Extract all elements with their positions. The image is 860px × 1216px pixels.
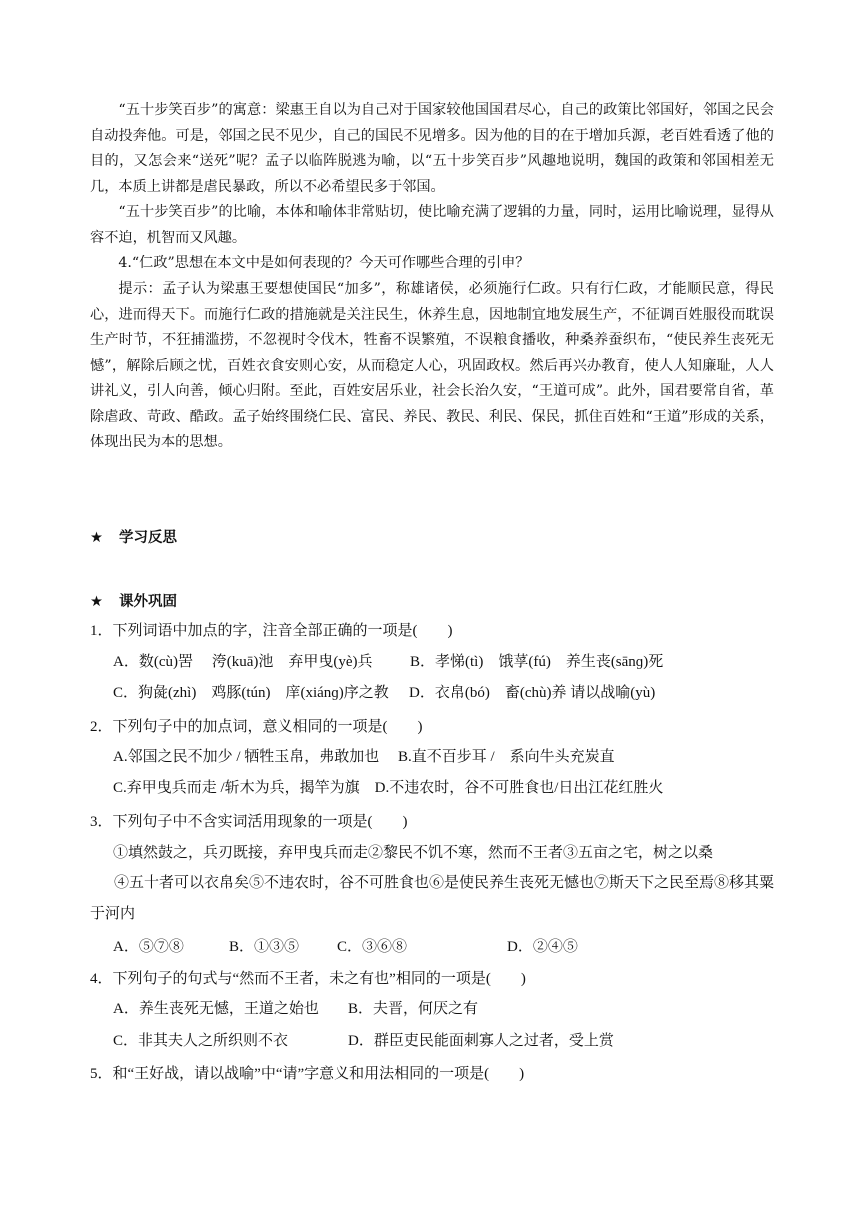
- question-3-option-c: C．③⑥⑧: [337, 939, 408, 955]
- question-1-option-c: C．狗彘(zhì) 鸡豚(tún) 庠(xiánɡ)序之教: [113, 685, 389, 701]
- question-2-options-cd: C.弃甲曳兵而走 /斩木为兵，揭竿为旗 D.不违农时，谷不可胜食也/日出江花红胜火: [113, 780, 664, 796]
- paragraph-metaphor: “五十步笑百步”的比喻，本体和喻体非常贴切，使比喻充满了逻辑的力量，同时，运用比喻说理，显得从容不迫，机智而又风趣。: [90, 204, 774, 246]
- section-heading-consolidation: [90, 590, 177, 611]
- question-1-stem: 1．下列词语中加点的字，注音全部正确的一项是( ): [90, 623, 453, 639]
- question-4-option-d: D．群臣吏民能面刺寡人之过者，受上赏: [348, 1033, 614, 1049]
- question-3-option-d: D．②④⑤: [507, 939, 578, 955]
- question-5-stem: 5．和“王好战，请以战喻”中“请”字意义和用法相同的一项是( ): [90, 1066, 525, 1082]
- section-title: 课外巩固: [119, 594, 177, 610]
- question-3-option-a: A．⑤⑦⑧: [113, 939, 184, 955]
- star-icon: ★: [90, 594, 103, 610]
- question-3-option-b: B．①③⑤: [229, 939, 300, 955]
- question-1-option-a: A．数(cù)罟 洿(kuā)池 弃甲曳(yè)兵: [113, 654, 373, 670]
- question-4-option-a: A．养生丧死无憾，王道之始也: [113, 1001, 319, 1017]
- section-title: 学习反思: [119, 530, 177, 546]
- question-1-option-d: D．衣帛(bó) 畜(chù)养 请以战喻(yù): [409, 685, 656, 701]
- paragraph-hint: 提示：孟子认为梁惠王要想使国民“加多”，称雄诸侯，必须施行仁政。只有行仁政，才能顺民意，得民心，进而得天下。而施行仁政的措施就是关注民生，休养生息，因地制宜地发展生产，不征调百姓服役而耽误生产时节，不狂捕滥捞，不忽视时令伐木，牲畜不误繁殖，不误粮食播收，种桑养蚕织布，“使民养生丧死无憾”，解除后顾之忧，百姓衣食安则心安，从而稳定人心，巩固政权。然后再兴办教育，使人人知廉耻，人人讲礼义，引人向善，倾心归附。至此，百姓安居乐业，社会长治久安，“王道可成”。此外，国君要常自省，革除虐政、苛政、酷政。孟子始终围绕仁民、富民、养民、教民、利民、保民，抓住百姓和“王道”形成的关系，体现出民为本的思想。: [90, 281, 774, 450]
- question-4-stem: 4．下列句子的句式与“然而不王者，未之有也”相同的一项是( ): [90, 971, 526, 987]
- question-3-sentences-2: ④五十者可以衣帛矣⑤不违农时，谷不可胜食也⑥是使民养生丧死无憾也⑦斯天下之民至焉⑧移其粟于河内: [90, 875, 775, 922]
- section-heading-reflection: [90, 526, 177, 547]
- question-2-options-ab: A.邻国之民不加少 / 牺牲玉帛，弗敢加也 B.直不百步耳 / 系向牛头充炭直: [113, 749, 615, 765]
- paragraph-fable-meaning: “五十步笑百步”的寓意：梁惠王自以为自己对于国家较他国国君尽心，自己的政策比邻国好，邻国之民会自动投奔他。可是，邻国之民不见少，自己的国民不见增多。因为他的目的在于增加兵源，老百姓看透了他的目的，又怎会来“送死”呢？孟子以临阵脱逃为喻，以“五十步笑百步”风趣地说明，魏国的政策和邻国相差无几，本质上讲都是虐民暴政，所以不必希望民多于邻国。: [90, 102, 774, 195]
- question-4-option-b: B．夫晋，何厌之有: [348, 1001, 479, 1017]
- question-3-sentences-1: ①填然鼓之，兵刃既接，弃甲曳兵而走②黎民不饥不寒，然而不王者③五亩之宅，树之以桑: [113, 845, 714, 861]
- question-4-heading: 4.“仁政”思想在本文中是如何表现的？今天可作哪些合理的引申？: [118, 255, 530, 271]
- question-3-stem: 3．下列句子中不含实词活用现象的一项是( ): [90, 814, 408, 830]
- star-icon: ★: [90, 530, 103, 546]
- question-1-option-b: B．孝悌(tì) 饿莩(fú) 养生丧(sānɡ)死: [410, 654, 664, 670]
- question-2-stem: 2．下列句子中的加点词，意义相同的一项是( ): [90, 719, 423, 735]
- question-4-option-c: C．非其夫人之所织则不衣: [113, 1033, 289, 1049]
